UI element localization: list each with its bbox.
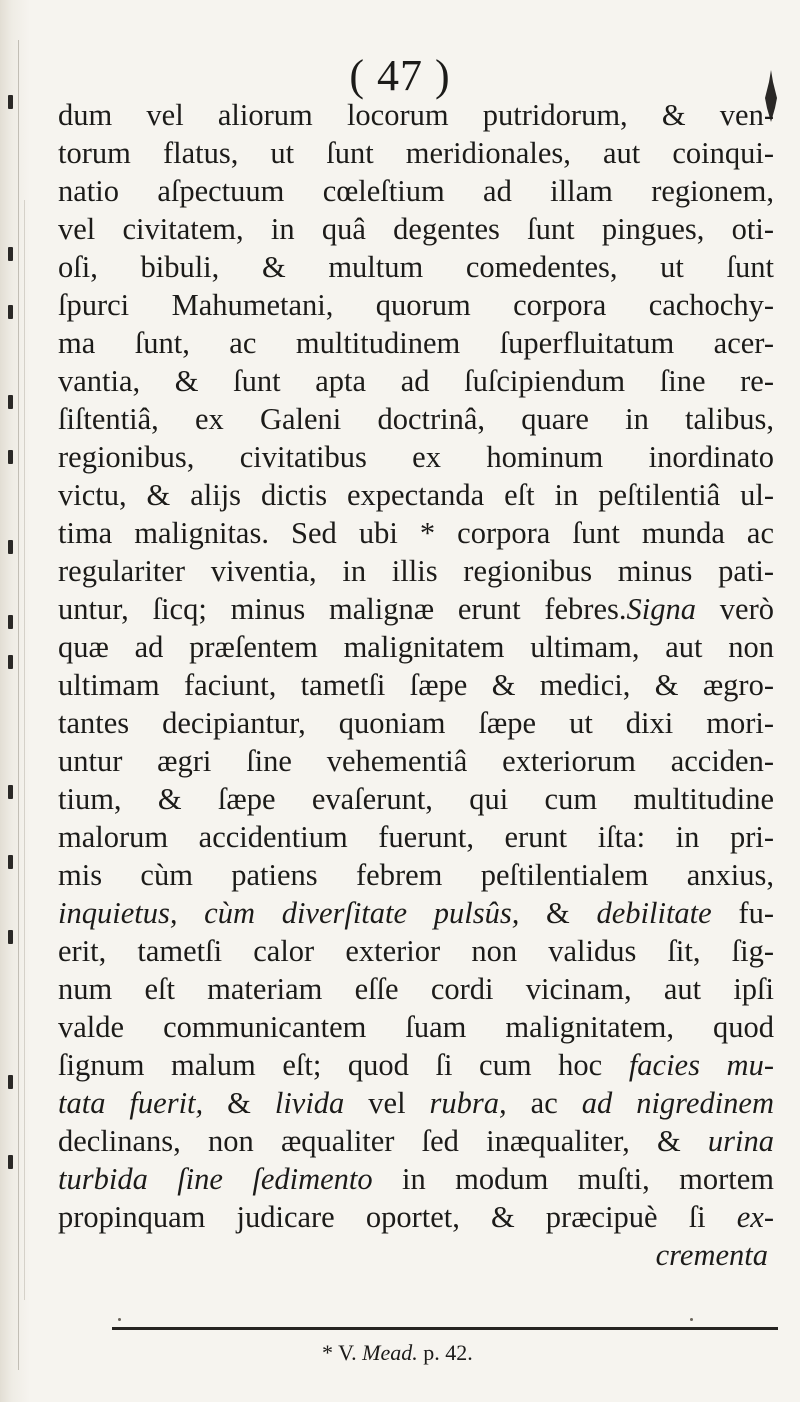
print-speck: [690, 1318, 693, 1321]
footnote-author: Mead.: [362, 1340, 418, 1365]
text-run: untur, ſicq; minus malignæ erunt febres.: [58, 592, 627, 626]
italic-run: rubra,: [429, 1086, 507, 1120]
text-line: tium, & ſæpe evaſerunt, qui cum multitudine: [58, 782, 774, 816]
gutter-line: [18, 40, 19, 1370]
text-line: regulariter viventia, in illis regionibus minus pati-: [58, 554, 774, 588]
text-run: verò: [695, 592, 774, 626]
text-line: untur ægri ſine vehementiâ exteriorum acciden-: [58, 744, 774, 778]
text-line: regionibus, civitatibus ex hominum inordinato: [58, 440, 774, 474]
page-gutter: [0, 0, 30, 1402]
italic-run: debilitate: [596, 896, 712, 930]
text-line: victu, & aliјs dictis expectanda eſt in peſtilentiâ ul-: [58, 478, 774, 512]
italic-run: livida: [274, 1086, 345, 1120]
text-line: valde communicantem ſuam malignitatem, quod: [58, 1010, 774, 1044]
italic-run: ad nigredinem: [581, 1086, 774, 1120]
text-run: declinans, non æqualiter ſed inæqualiter, &: [58, 1124, 708, 1158]
text-line: ma ſunt, ac multitudinem ſuperfluitatum acer-: [58, 326, 774, 360]
gutter-line: [24, 200, 25, 1300]
text-line: tima malignitas. Sed ubi * corpora ſunt munda ac: [58, 516, 774, 550]
italic-run: inquietus, cùm diverſitate pulsûs,: [58, 896, 520, 930]
italic-run: ex-: [736, 1200, 774, 1234]
text-run: &: [519, 896, 597, 930]
footnote-star: *: [322, 1340, 333, 1365]
text-line: [58, 590, 774, 628]
text-line: oſi, bibuli, & multum comedentes, ut ſunt: [58, 250, 774, 284]
text-line: vel civitatem, in quâ degentes ſunt pingues, oti-: [58, 212, 774, 246]
italic-run: facies mu-: [628, 1048, 774, 1082]
text-line: ſiſtentiâ, ex Galeni doctrinâ, quare in talibus,: [58, 402, 774, 436]
text-run: vel: [344, 1086, 430, 1120]
text-run: &: [203, 1086, 275, 1120]
italic-run: Signa: [626, 592, 696, 626]
text-run: fu-: [711, 896, 774, 930]
footnote-ref: V.: [338, 1340, 357, 1365]
main-text: [58, 96, 774, 1274]
text-run: in modum muſti, mortem: [372, 1162, 775, 1196]
text-line: malorum accidentium fuerunt, erunt iſta: in pri-: [58, 820, 774, 854]
text-line: torum flatus, ut ſunt meridionales, aut coinqui-: [58, 136, 774, 170]
text-line: vantia, & ſunt apta ad ſuſcipiendum ſine re-: [58, 364, 774, 398]
text-line: [58, 894, 774, 932]
text-line: [58, 1198, 774, 1236]
text-line: erit, tametſi calor exterior non validus ſit, ſig-: [58, 934, 774, 968]
text-line: ultimam faciunt, tametſi ſæpe & medici, & ægro-: [58, 668, 774, 702]
text-line: [58, 1084, 774, 1122]
text-line: num eſt materiam eſſe cordi vicinam, aut ipſi: [58, 972, 774, 1006]
italic-run: tata fuerit,: [58, 1086, 204, 1120]
page-number: ( 47 ): [349, 51, 451, 100]
text-line: quæ ad præſentem malignitatem ultimam, aut non: [58, 630, 774, 664]
text-line: [58, 1122, 774, 1160]
text-line: ſpurci Mahumetani, quorum corpora cachochy-: [58, 288, 774, 322]
text-run: ſignum malum eſt; quod ſi cum hoc: [58, 1048, 629, 1082]
footnote-rule: [112, 1327, 778, 1330]
text-line: [58, 1046, 774, 1084]
text-line: tantes decipiantur, quoniam ſæpe ut dixi mori-: [58, 706, 774, 740]
footnote-page: p. 42.: [423, 1340, 473, 1365]
print-speck: [118, 1318, 121, 1321]
text-line: natio aſpectuum cœleſtium ad illam regionem,: [58, 174, 774, 208]
text-line: mis cùm patiens febrem peſtilentialem anxius,: [58, 858, 774, 892]
catchword-line: [58, 1236, 774, 1274]
text-line: [58, 1160, 774, 1198]
text-line: dum vel aliorum locorum putridorum, & ven-: [58, 98, 774, 132]
catchword: crementa: [655, 1238, 768, 1272]
text-run: propinquam judicare oportet, & præcipuè ſi: [58, 1200, 737, 1234]
footnote: [322, 1340, 473, 1366]
italic-run: turbida ſine ſedimento: [58, 1162, 373, 1196]
text-run: ac: [506, 1086, 582, 1120]
italic-run: urina: [707, 1124, 774, 1158]
